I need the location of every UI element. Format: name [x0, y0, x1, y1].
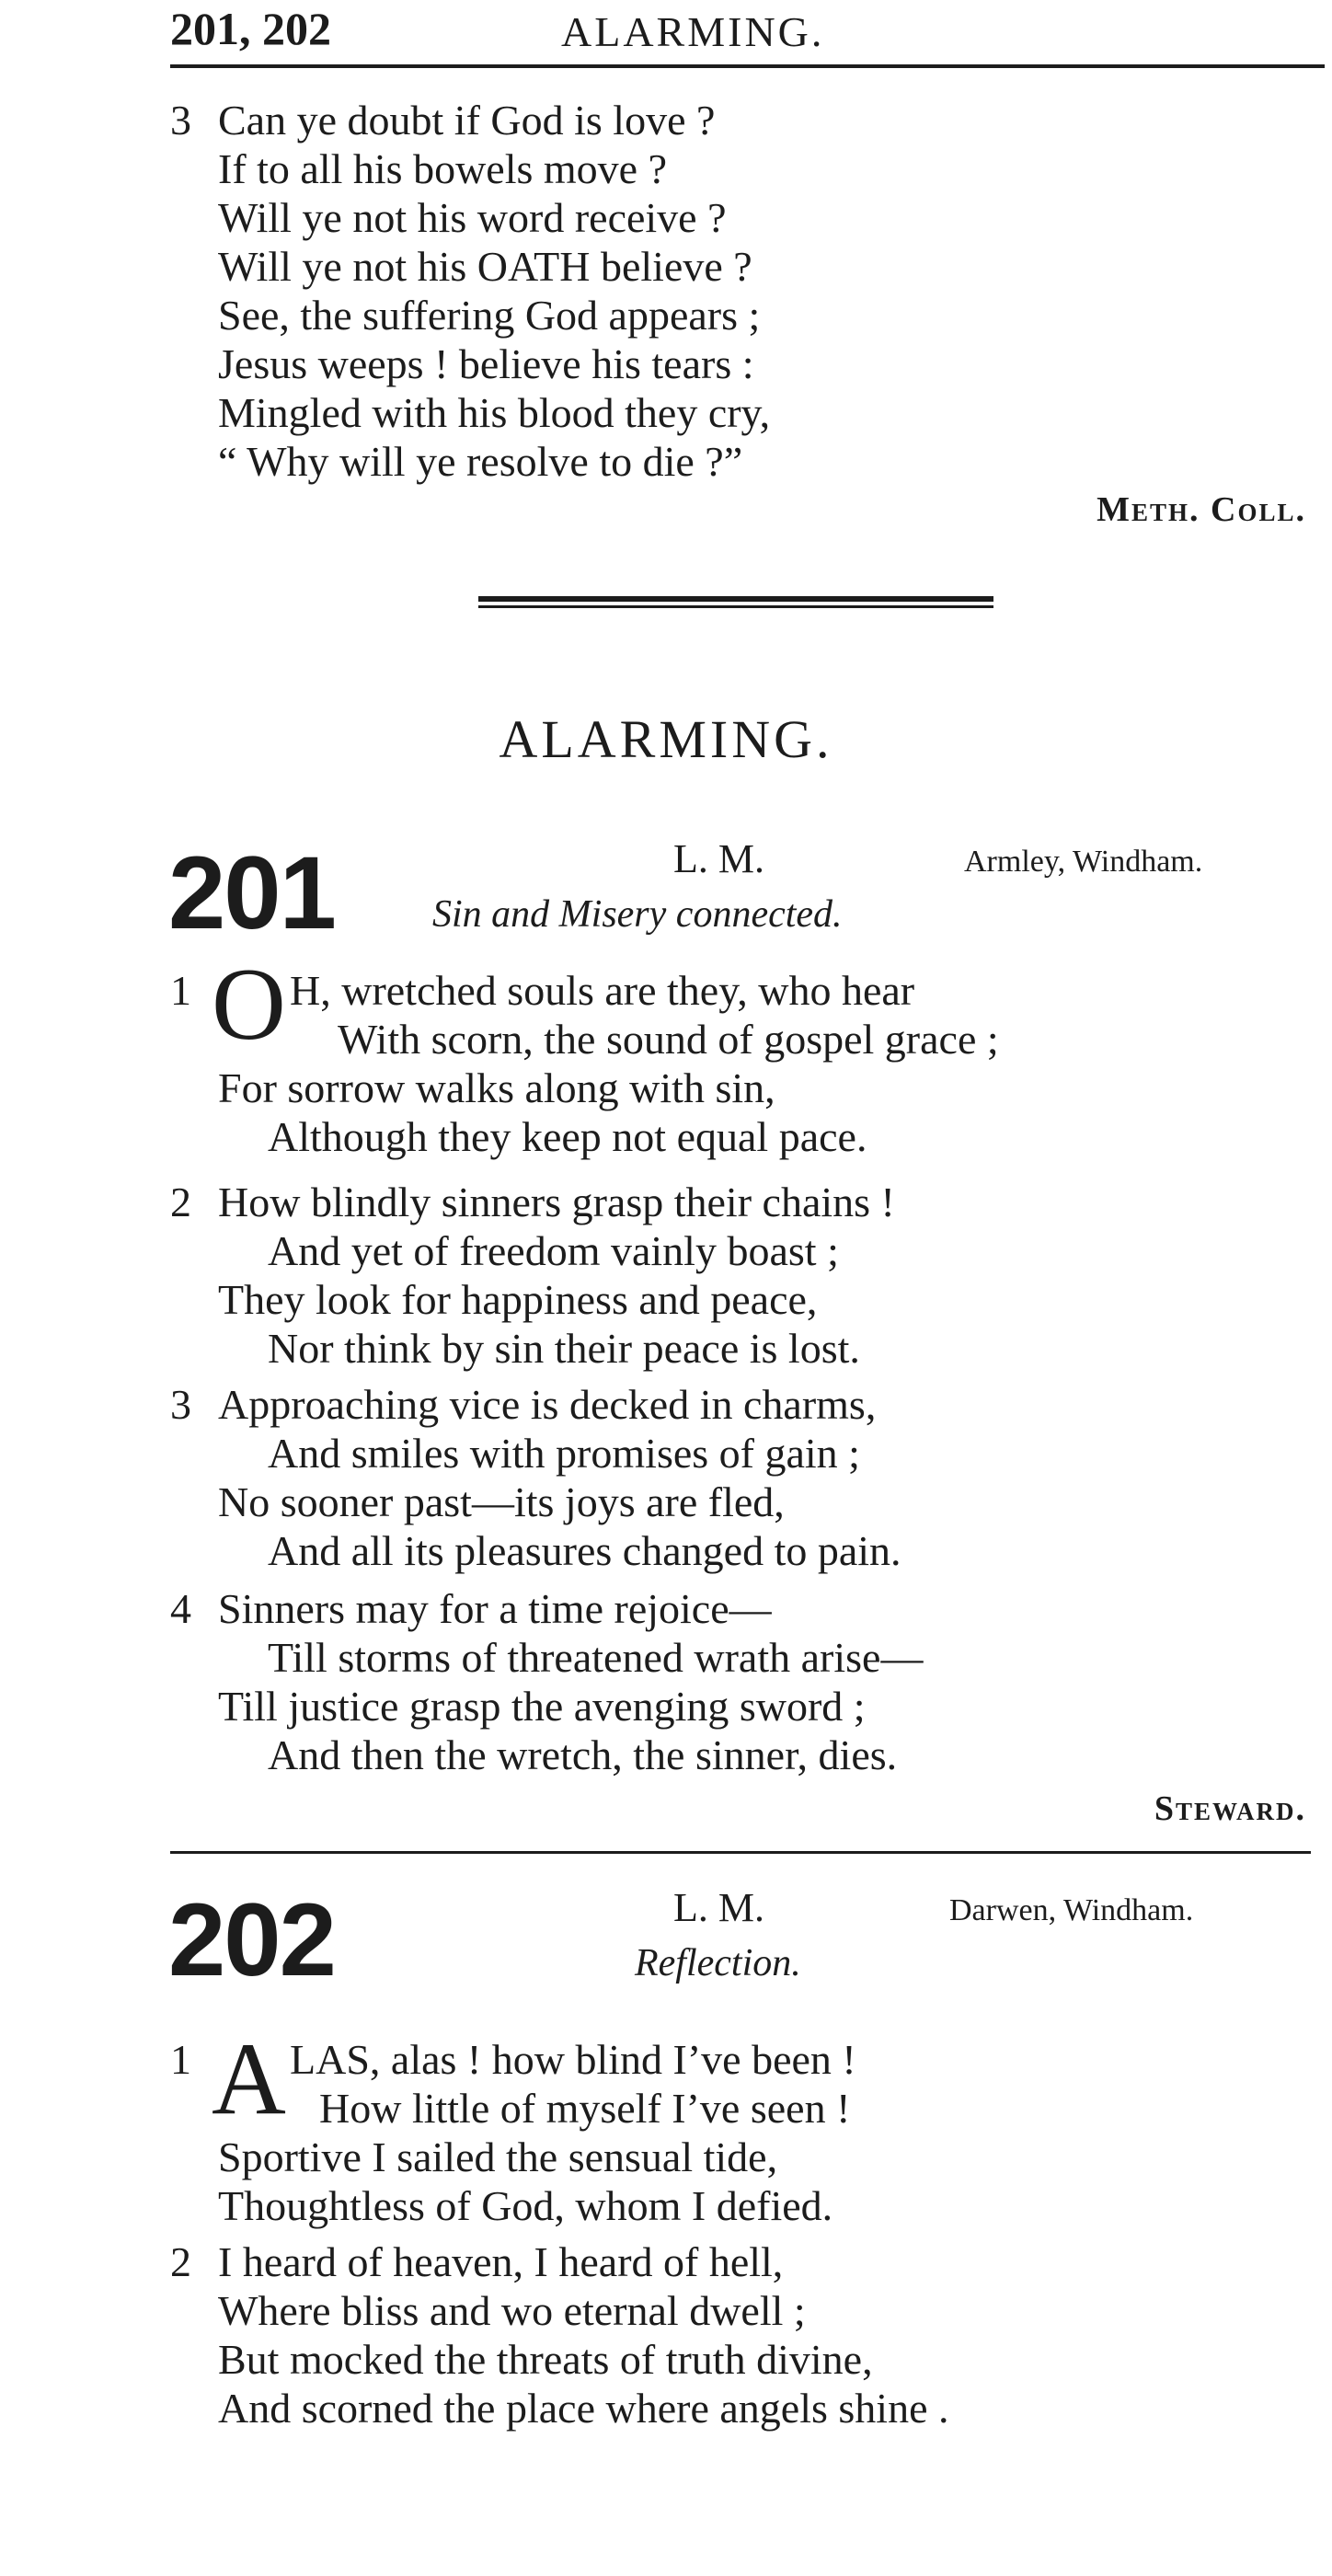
verse-line: Till justice grasp the avenging sword ; [218, 1683, 866, 1730]
hymn-201-verse-2 [170, 1178, 895, 1373]
verse-line: Thoughtless of God, whom I defied. [218, 2182, 833, 2229]
page-section-title: ALARMING. [561, 8, 825, 55]
verse-number: 3 [170, 1381, 191, 1428]
verse-line: H, wretched souls are they, who hear [290, 967, 915, 1014]
drop-cap: O [212, 948, 286, 1062]
verse-line: And smiles with promises of gain ; [268, 1430, 860, 1477]
verse-line: Mingled with his blood they cry, [218, 389, 771, 436]
page-hymn-numbers: 201, 202 [170, 3, 331, 54]
verse-line: Will ye not his OATH believe ? [218, 243, 752, 290]
verse-line: They look for happiness and peace, [218, 1276, 818, 1323]
hymn-201-verse-4 [170, 1584, 923, 1779]
verse-line: Jesus weeps ! believe his tears : [218, 340, 754, 387]
hymn-number: 201 [168, 835, 335, 950]
previous-hymn-verse-3 [170, 96, 770, 486]
verse-line: See, the suffering God appears ; [218, 292, 761, 339]
verse-line: For sorrow walks along with sin, [218, 1064, 775, 1111]
verse-line: How little of myself I’ve seen ! [319, 2085, 851, 2132]
verse-line: Will ye not his word receive ? [218, 194, 727, 241]
verse-line: Nor think by sin their peace is lost. [268, 1325, 860, 1372]
verse-line: I heard of heaven, I heard of hell, [218, 2238, 784, 2285]
verse-line: “ Why will ye resolve to die ?” [218, 438, 743, 485]
verse-line: LAS, alas ! how blind I’ve been ! [290, 2036, 856, 2083]
section-heading: ALARMING. [499, 709, 833, 769]
verse-line: Can ye doubt if God is love ? [218, 97, 716, 144]
verse-line: Till storms of threatened wrath arise— [268, 1634, 924, 1681]
verse-number: 1 [170, 2036, 191, 2083]
verse-line: And then the wretch, the sinner, dies. [268, 1731, 898, 1778]
verse-line: Approaching vice is decked in charms, [218, 1381, 877, 1428]
verse-line: Where bliss and wo eternal dwell ; [218, 2287, 806, 2334]
hymn-meter: L. M. [673, 836, 764, 881]
verse-line: Sportive I sailed the sensual tide, [218, 2133, 778, 2180]
tune-names: Darwen, Windham. [949, 1893, 1194, 1927]
tune-names: Armley, Windham. [964, 845, 1203, 879]
hymn-subtitle: Reflection. [635, 1942, 801, 1984]
verse-line: With scorn, the sound of gospel grace ; [338, 1016, 999, 1063]
hymn-202-verse-1 [170, 2022, 856, 2230]
verse-number: 4 [170, 1585, 191, 1632]
author-credit: Steward. [1154, 1789, 1306, 1828]
verse-line: But mocked the threats of truth divine, [218, 2336, 873, 2383]
verse-line: And all its pleasures changed to pain. [268, 1527, 901, 1574]
verse-number: 3 [170, 97, 191, 144]
verse-line: How blindly sinners grasp their chains ! [218, 1179, 895, 1225]
hymn-number: 202 [168, 1882, 335, 1997]
verse-line: And yet of freedom vainly boast ; [268, 1227, 839, 1274]
header-rule [170, 64, 1325, 68]
verse-number: 1 [170, 967, 191, 1014]
hymn-201-verse-3 [170, 1380, 901, 1575]
section-divider [478, 596, 993, 611]
verse-number: 2 [170, 2238, 191, 2285]
running-header [170, 0, 1311, 66]
verse-line: No sooner past—its joys are fled, [218, 1478, 785, 1525]
hymn-201-verse-1 [170, 966, 999, 1161]
verse-line: If to all his bowels move ? [218, 145, 668, 192]
verse-line: Sinners may for a time rejoice— [218, 1585, 772, 1632]
hymn-subtitle: Sin and Misery connected. [432, 893, 843, 936]
hymn-meter: L. M. [673, 1885, 764, 1930]
verse-line: And scorned the place where angels shine . [218, 2385, 949, 2432]
verse-number: 2 [170, 1179, 191, 1225]
hymn-202-verse-2 [170, 2237, 949, 2432]
verse-line: Although they keep not equal pace. [268, 1113, 867, 1160]
hymn-divider [170, 1851, 1311, 1854]
drop-cap: A [212, 2022, 286, 2136]
author-credit: Meth. Coll. [1097, 490, 1306, 529]
